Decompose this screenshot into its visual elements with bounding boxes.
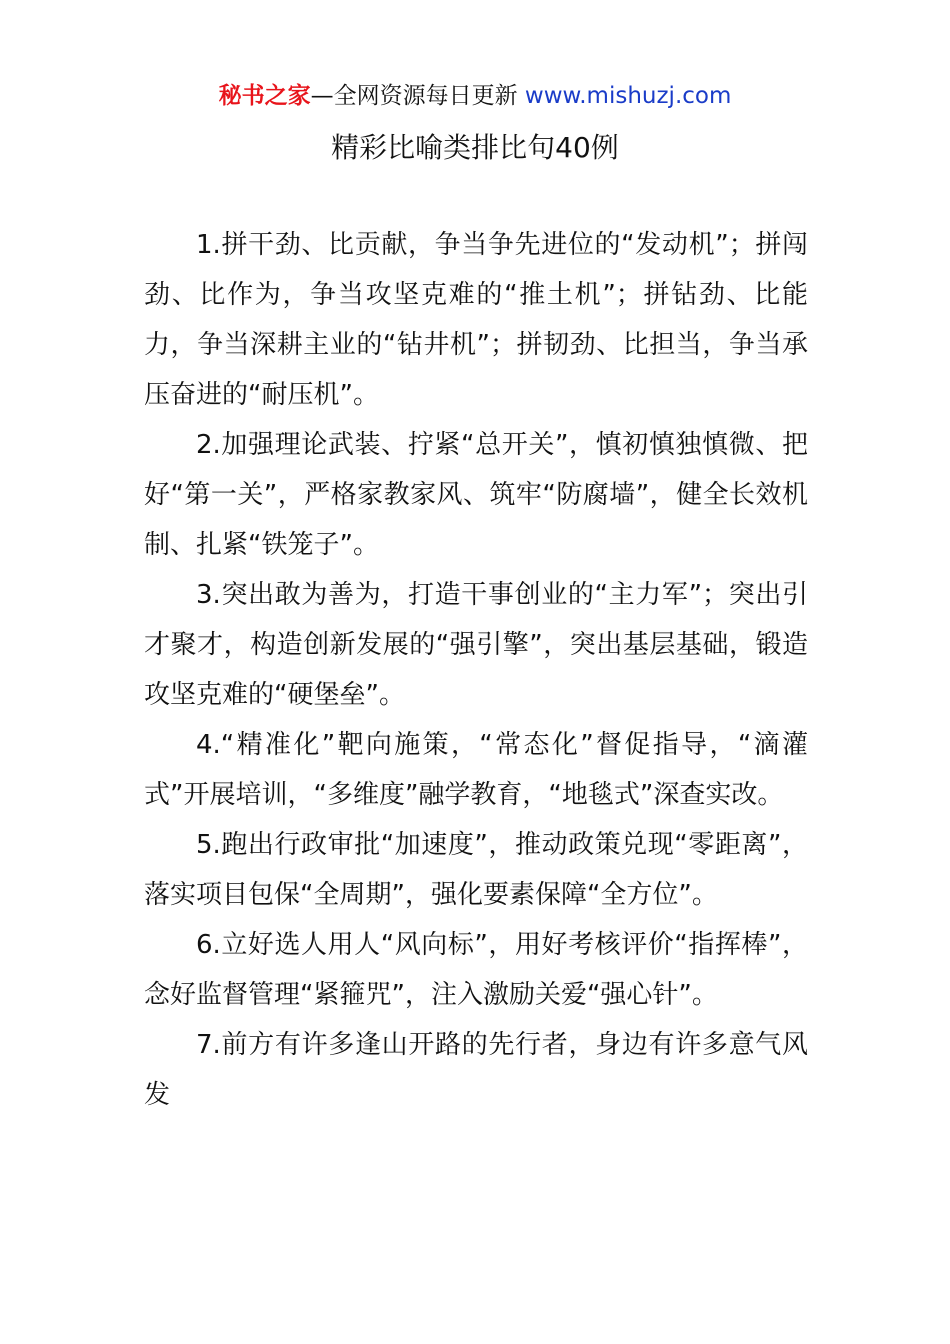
paragraph-6: 6.立好选人用人“风向标”，用好考核评价“指挥棒”，念好监督管理“紧箍咒”，注入激励关爱“强心针”。 — [144, 930, 808, 1010]
paragraph-7: 7.前方有许多逢山开路的先行者，身边有许多意气风发 — [144, 1030, 808, 1110]
header-tagline: —全网资源每日更新 — [310, 83, 525, 109]
paragraph-1: 1.拼干劲、比贡献，争当争先进位的“发动机”；拼闯劲、比作为，争当攻坚克难的“推土机”；拼钻劲、比能力，争当深耕主业的“钻井机”；拼韧劲、比担当，争当承压奋进的“耐压机”。 — [144, 230, 808, 410]
document-title: 精彩比喻类排比句40例 — [331, 131, 619, 164]
page-header — [0, 80, 950, 112]
brand-name: 秘书之家 — [218, 83, 311, 109]
paragraph-5: 5.跑出行政审批“加速度”，推动政策兑现“零距离”，落实项目包保“全周期”，强化要素保障“全方位”。 — [144, 830, 808, 910]
document-body — [144, 220, 808, 1120]
paragraph-4: 4.“精准化”靶向施策，“常态化”督促指导，“滴灌式”开展培训，“多维度”融学教育，“地毯式”深查实改。 — [144, 730, 808, 810]
paragraph-3: 3.突出敢为善为，打造干事创业的“主力军”；突出引才聚才，构造创新发展的“强引擎”，突出基层基础，锻造攻坚克难的“硬堡垒”。 — [144, 580, 808, 710]
site-url-link[interactable]: www.mishuzj.com — [524, 83, 732, 109]
paragraph-2: 2.加强理论武装、拧紧“总开关”，慎初慎独慎微、把好“第一关”，严格家教家风、筑牢“防腐墙”，健全长效机制、扎紧“铁笼子”。 — [144, 430, 808, 560]
